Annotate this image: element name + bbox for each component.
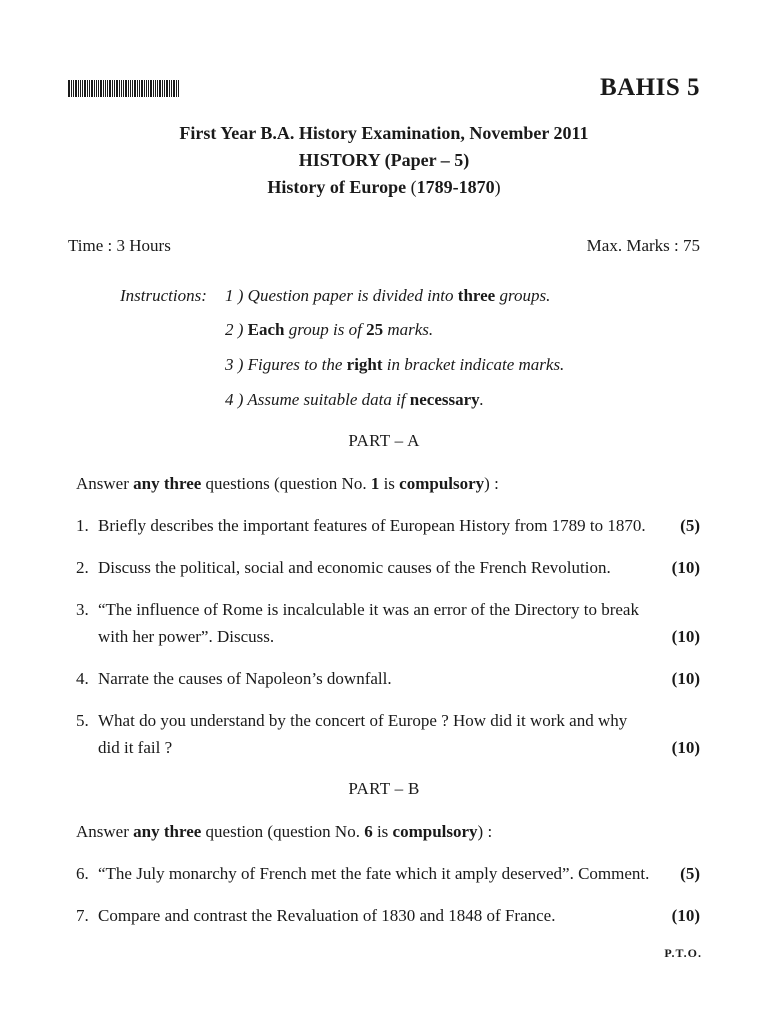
question-6 (76, 860, 700, 887)
answer-text: ) : (477, 822, 493, 841)
part-b-heading: PART – B (348, 779, 420, 798)
subject-years: 1789-1870 (416, 177, 495, 197)
paper-title-end: ) (463, 150, 470, 170)
question-number: 4. (76, 669, 89, 688)
answer-text: is (379, 474, 400, 493)
barcode-bar (150, 80, 152, 97)
barcode-bar (123, 80, 124, 97)
barcode-bar (80, 80, 81, 97)
barcode-bar (132, 80, 133, 97)
barcode-bar (82, 80, 83, 97)
max-marks: Max. Marks : 75 (586, 236, 700, 255)
question-marks: (10) (671, 558, 700, 577)
pto-label: P.T.O. (664, 946, 702, 960)
instruction-4 (225, 390, 484, 410)
question-2 (76, 554, 700, 581)
question-text: “The July monarchy of French met the fate which it amply deserved”. Comment. (98, 864, 650, 883)
barcode-bar (159, 80, 161, 97)
question-text: Narrate the causes of Napoleon’s downfall. (98, 669, 392, 688)
instruction-text: in bracket indicate marks. (382, 355, 565, 374)
barcode-bar (166, 80, 168, 97)
question-number: 7. (76, 906, 89, 925)
paper-title (0, 150, 768, 171)
barcode-bar (148, 80, 149, 97)
answer-emphasis: compulsory (392, 822, 478, 841)
paper-title-text: HISTORY (Paper – (298, 150, 455, 170)
instruction-text: marks. (383, 320, 434, 339)
question-marks: (10) (671, 906, 700, 925)
barcode-bar (103, 80, 104, 97)
barcode-bar (164, 80, 165, 97)
question-marks: (5) (680, 516, 700, 535)
barcode-bar (173, 80, 175, 97)
barcode-bar (137, 80, 138, 97)
barcode-bar (134, 80, 136, 97)
barcode-bar (94, 80, 95, 97)
answer-emphasis: compulsory (399, 474, 485, 493)
barcode-bar (169, 80, 170, 97)
instruction-text: group is of (284, 320, 367, 339)
question-1 (76, 512, 700, 539)
barcode-bar (146, 80, 147, 97)
exam-title: First Year B.A. History Examination, November 2011 (179, 123, 589, 143)
barcode-bar (71, 80, 72, 97)
answer-text: Answer (76, 474, 134, 493)
barcode-bar (141, 80, 143, 97)
part-a-heading: PART – A (348, 431, 420, 450)
barcode-bar (155, 80, 156, 97)
question-number: 2. (76, 558, 89, 577)
barcode-bar (116, 80, 118, 97)
question-number: 1. (76, 516, 89, 535)
paper-code: BAHIS 5 (599, 74, 700, 101)
barcode-bar (162, 80, 163, 97)
question-marks: (10) (671, 627, 700, 646)
compulsory-question-number: 1 (370, 474, 380, 493)
compulsory-question-number: 6 (364, 822, 373, 841)
instructions-label: Instructions: (120, 286, 207, 305)
answer-text: Answer (76, 822, 134, 841)
subject-title (0, 177, 768, 198)
question-marks: (10) (671, 669, 700, 688)
barcode-bar (98, 80, 99, 97)
barcode-bar (73, 80, 74, 97)
answer-emphasis: any three (133, 822, 202, 841)
instruction-emphasis: Each (247, 320, 285, 339)
part-b-instruction (76, 822, 492, 842)
barcode-bar (75, 80, 77, 97)
answer-text: questions (question No. (201, 474, 371, 493)
time-duration: Time : 3 Hours (68, 236, 171, 255)
barcode-bar (87, 80, 88, 97)
answer-text: is (372, 822, 393, 841)
instruction-emphasis: necessary (409, 390, 480, 409)
instruction-3 (225, 355, 564, 375)
question-marks: (10) (671, 738, 700, 757)
answer-emphasis: any three (133, 474, 202, 493)
barcode-bar (178, 80, 179, 97)
barcode-bar (109, 80, 111, 97)
question-text: Compare and contrast the Revaluation of 1830 and 1848 of France. (98, 906, 556, 925)
question-number: 5. (76, 711, 89, 730)
question-number: 6. (76, 864, 89, 883)
instruction-2 (225, 320, 433, 340)
subject-paren-open: ( (410, 177, 417, 197)
barcode-bar (171, 80, 172, 97)
instruction-text: 2 ) (225, 320, 248, 339)
barcode-bar (125, 80, 127, 97)
barcode-bar (153, 80, 154, 97)
question-7 (76, 902, 700, 929)
barcode-bar (68, 80, 70, 97)
barcode-bar (130, 80, 131, 97)
barcode-bar (128, 80, 129, 97)
barcode-bar (105, 80, 106, 97)
subject-title-text: History of Europe (267, 177, 411, 197)
question-text: What do you understand by the concert of Europe ? How did it work and why did it fail ? (98, 711, 628, 757)
question-text: Briefly describes the important features of European History from 1789 to 1870. (98, 516, 646, 535)
instruction-text: . (479, 390, 484, 409)
barcode (68, 80, 182, 97)
barcode-bar (112, 80, 113, 97)
barcode-bar (107, 80, 108, 97)
answer-text: question (question No. (201, 822, 365, 841)
barcode-bar (157, 80, 158, 97)
barcode-bar (119, 80, 120, 97)
barcode-bar (144, 80, 145, 97)
barcode-bar (114, 80, 115, 97)
instruction-text: 1 ) Question paper is divided into (225, 286, 458, 305)
question-marks: (5) (680, 864, 700, 883)
barcode-bar (84, 80, 86, 97)
barcode-bar (121, 80, 122, 97)
question-5 (76, 707, 700, 761)
barcode-bar (91, 80, 93, 97)
barcode-bar (139, 80, 140, 97)
answer-text: ) : (484, 474, 499, 493)
question-3 (76, 596, 700, 650)
barcode-bar (78, 80, 79, 97)
part-a-instruction (76, 474, 499, 494)
barcode-bar (96, 80, 97, 97)
instruction-text: groups. (495, 286, 551, 305)
question-text: “The influence of Rome is incalculable it was an error of the Directory to break with her power”. Discuss. (98, 600, 639, 646)
barcode-bar (176, 80, 177, 97)
instruction-emphasis: three (457, 286, 496, 305)
instruction-1 (225, 286, 550, 306)
paper-number: 5 (454, 150, 464, 170)
instruction-text: 4 ) Assume suitable data if (225, 390, 410, 409)
question-text: Discuss the political, social and economic causes of the French Revolution. (98, 558, 611, 577)
instruction-text: 3 ) Figures to the (225, 355, 347, 374)
barcode-bar (89, 80, 90, 97)
question-number: 3. (76, 600, 89, 619)
instruction-emphasis: 25 (366, 320, 384, 339)
instruction-emphasis: right (346, 355, 383, 374)
barcode-bar (100, 80, 102, 97)
subject-paren-close: ) (494, 177, 501, 197)
question-4 (76, 665, 700, 692)
